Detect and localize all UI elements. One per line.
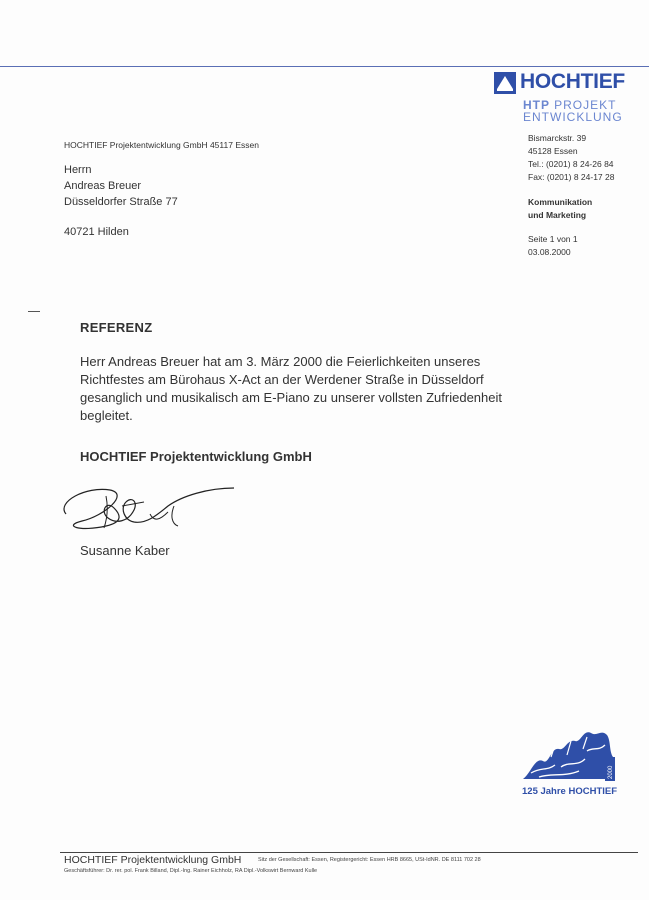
- footer-management: Geschäftsführer: Dr. rer. pol. Frank Billand, Dipl.-Ing. Rainer Eichholz, RA Dipl.-Volkswirt Bernward Kulle: [64, 868, 318, 874]
- letter-body: Herr Andreas Breuer hat am 3. März 2000 die Feierlichkeiten unseres Richtfestes am Bürohaus X-Act an der Werdener Straße in Düsseldorf gesanglich und musikalisch am E-Piano zu unserer vollsten Zufriedenheit begleitet.: [80, 354, 502, 423]
- anniversary-label: 125 Jahre HOCHTIEF: [522, 786, 618, 797]
- sidebar-tel: Tel.: (0201) 8 24-26 84: [528, 159, 614, 169]
- sidebar-department-line1: Kommunikation: [528, 197, 593, 207]
- logo-subtitle-entwicklung: ENTWICKLUNG: [523, 110, 623, 124]
- sidebar-date: 03.08.2000: [528, 247, 571, 257]
- hochtief-triangle-icon: [494, 72, 516, 94]
- letter-heading: REFERENZ: [80, 320, 153, 335]
- logo-wordmark: HOCHTIEF: [520, 70, 625, 93]
- logo-subtitle-projekt: PROJEKT: [554, 98, 617, 112]
- header-rule: [0, 66, 649, 67]
- recipient-street: Düsseldorfer Straße 77: [64, 196, 178, 208]
- recipient-city: 40721 Hilden: [64, 226, 129, 238]
- emblem-year: 2000: [608, 765, 614, 779]
- footer-registration: Sitz der Gesellschaft: Essen, Registergericht: Essen HRB 8665, USt-IdNR. DE 8111 702 28: [258, 857, 481, 863]
- recipient-name: Andreas Breuer: [64, 180, 142, 192]
- sender-line: HOCHTIEF Projektentwicklung GmbH 45117 Essen: [64, 140, 259, 150]
- sidebar-fax: Fax: (0201) 8 24-17 28: [528, 172, 615, 182]
- sidebar-page: Seite 1 von 1: [528, 234, 578, 244]
- signature: [58, 476, 238, 543]
- sidebar-city: 45128 Essen: [528, 146, 578, 156]
- logo-subtitle-htp: HTP: [523, 98, 550, 112]
- sidebar-street: Bismarckstr. 39: [528, 133, 587, 143]
- closing-company: HOCHTIEF Projektentwicklung GmbH: [80, 449, 312, 464]
- footer-company: HOCHTIEF Projektentwicklung GmbH: [64, 854, 242, 866]
- signer-name: Susanne Kaber: [80, 543, 170, 558]
- fold-mark: [28, 311, 40, 312]
- footer-rule: [60, 852, 638, 853]
- sidebar-department-line2: und Marketing: [528, 210, 587, 220]
- anniversary-emblem: [521, 727, 617, 792]
- recipient-salutation: Herrn: [64, 164, 92, 176]
